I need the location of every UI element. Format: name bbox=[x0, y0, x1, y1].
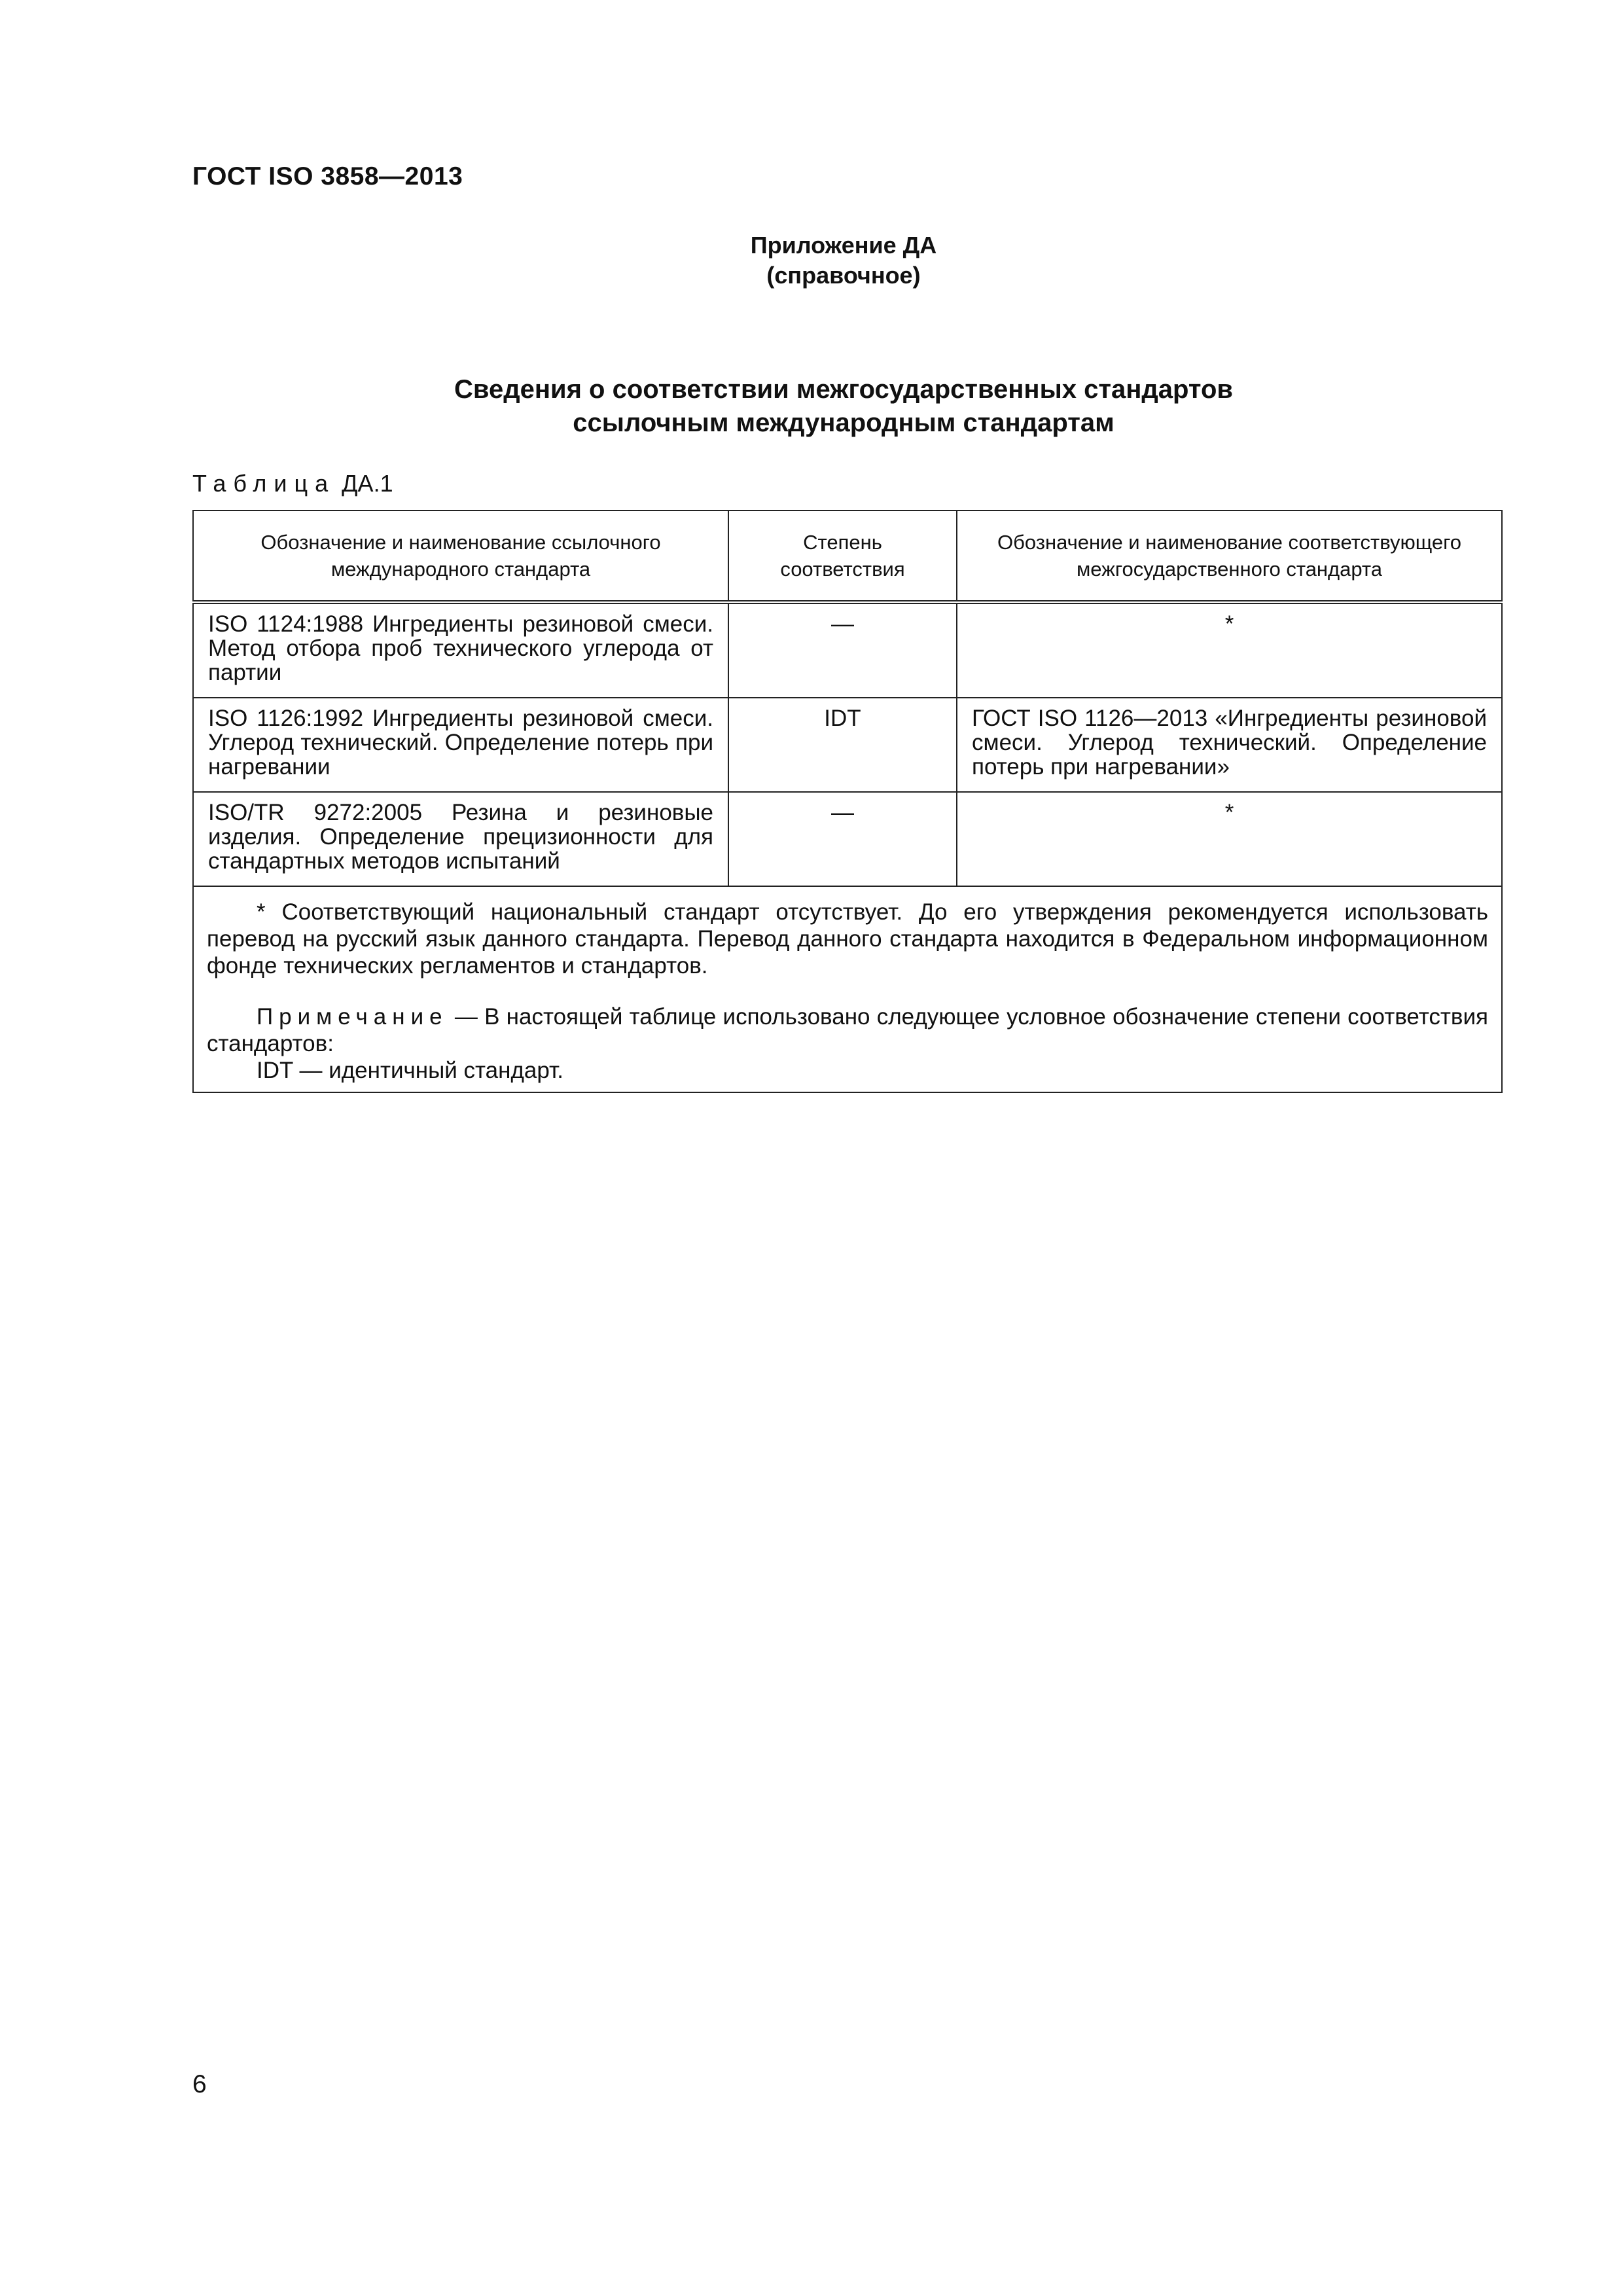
section-title-line-2: ссылочным международным стандартам bbox=[573, 408, 1115, 437]
cell-reference: ISO/TR 9272:2005 Резина и резиновые изделия. Определение прецизионности для стандартных методов испытаний bbox=[193, 792, 728, 886]
note-text bbox=[207, 1003, 1488, 1057]
document-code: ГОСТ ISO 3858—2013 bbox=[192, 162, 463, 190]
table-footnote-row bbox=[193, 886, 1502, 1092]
cell-corresponding: * bbox=[957, 792, 1502, 886]
table-row bbox=[193, 792, 1502, 886]
table-caption-number: ДА.1 bbox=[342, 470, 393, 497]
table-caption bbox=[192, 470, 393, 497]
table-footnote-cell bbox=[193, 886, 1502, 1092]
section-title-line-1: Сведения о соответствии межгосударственных стандартов bbox=[454, 375, 1233, 404]
cell-reference: ISO 1126:1992 Ингредиенты резиновой смеси. Углерод технический. Определение потерь при нагревании bbox=[193, 698, 728, 792]
header-reference-standard: Обозначение и наименование ссылочного международного стандарта bbox=[193, 511, 728, 602]
note-label: Примечание bbox=[257, 1004, 448, 1030]
cell-degree: IDT bbox=[728, 698, 957, 792]
correspondence-table-container bbox=[192, 510, 1501, 1093]
correspondence-table bbox=[192, 510, 1503, 1093]
appendix-heading bbox=[192, 230, 1495, 291]
cell-degree: — bbox=[728, 602, 957, 698]
header-corresponding-standard: Обозначение и наименование соответствующего межгосударственного стандарта bbox=[957, 511, 1502, 602]
note-item: IDT — идентичный стандарт. bbox=[257, 1058, 563, 1083]
cell-corresponding: * bbox=[957, 602, 1502, 698]
table-header-row bbox=[193, 511, 1502, 602]
table-row bbox=[193, 602, 1502, 698]
table-caption-label: Таблица bbox=[192, 470, 336, 497]
table-row bbox=[193, 698, 1502, 792]
cell-corresponding: ГОСТ ISO 1126—2013 «Ингредиенты резиновой смеси. Углерод технический. Определение потерь при нагревании» bbox=[957, 698, 1502, 792]
header-degree: Степень соответствия bbox=[728, 511, 957, 602]
appendix-title: Приложение ДА bbox=[750, 232, 937, 259]
footnote-text: * Соответствующий национальный стандарт отсутствует. До его утверждения рекомендуется использовать перевод на русский язык данного стандарта. Перевод данного стандарта находится в Федеральном информационном фонде технических регламентов и стандартов. bbox=[207, 899, 1488, 978]
cell-reference: ISO 1124:1988 Ингредиенты резиновой смеси. Метод отбора проб технического углерода от партии bbox=[193, 602, 728, 698]
note-body: — В настоящей таблице использовано следующее условное обозначение степени соответствия стандартов: bbox=[207, 1004, 1488, 1056]
section-title bbox=[192, 373, 1495, 440]
cell-degree: — bbox=[728, 792, 957, 886]
appendix-subtitle: (справочное) bbox=[766, 262, 921, 289]
page-number: 6 bbox=[192, 2070, 207, 2098]
